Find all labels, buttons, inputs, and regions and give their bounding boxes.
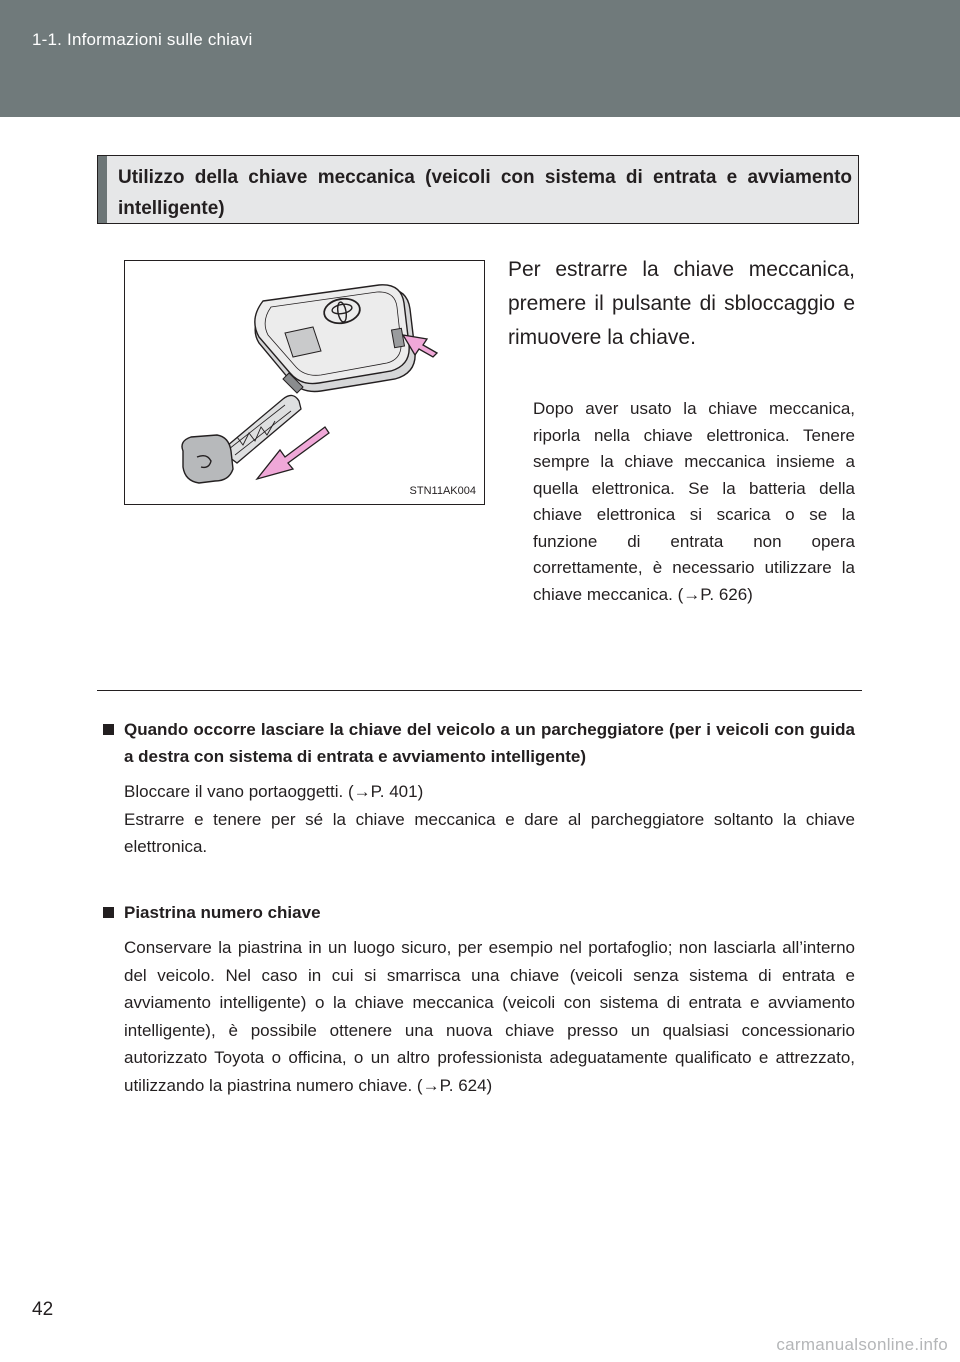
page-number: 42 <box>32 1299 54 1320</box>
info-line: Bloccare il vano portaoggetti. (→P. 401) <box>124 782 424 801</box>
info-heading-text: Piastrina numero chiave <box>124 903 321 922</box>
bullet-square-icon <box>103 907 114 918</box>
instruction-step: Per estrarre la chiave meccanica, premere il pulsante di sbloccaggio e rimuovere la chiave. <box>508 258 855 349</box>
info-line: Estrarre e tenere per sé la chiave meccanica e dare al parcheggiatore soltanto la chiave elettronica. <box>124 809 855 856</box>
section-heading-accent <box>98 156 107 223</box>
bullet-square-icon <box>103 724 114 735</box>
section-heading-box <box>97 155 859 224</box>
smart-key-drawing <box>125 261 484 504</box>
info-block-piastrina <box>103 899 855 1099</box>
info-heading <box>103 899 855 926</box>
info-block-parcheggiatore <box>103 716 855 861</box>
chapter-header-band <box>0 0 960 117</box>
section-title: Utilizzo della chiave meccanica (veicoli con sistema di entrata e avviamento intelligente) <box>118 167 852 219</box>
info-heading <box>103 716 855 770</box>
info-heading-text: Quando occorre lasciare la chiave del veicolo a un parcheggiatore (per i veicoli con guida a destra con sistema di entrata e avviamento intelligente) <box>124 720 855 766</box>
instruction-note: Dopo aver usato la chiave meccanica, riporla nella chiave elettronica. Tenere sempre la chiave meccanica insieme a quella elettronica. Se la batteria della chiave elettronica si scarica o se la funzione di entrata non opera correttamente, è necessario utilizzare la chiave meccanica. (→P. 626) <box>533 399 855 604</box>
site-watermark: carmanualsonline.info <box>776 1335 948 1354</box>
figure-code: STN11AK004 <box>409 485 476 497</box>
section-divider <box>97 690 862 691</box>
info-body <box>103 934 855 1099</box>
chapter-breadcrumb: 1-1. Informazioni sulle chiavi <box>32 30 253 49</box>
info-body <box>103 778 855 861</box>
info-line: Conservare la piastrina in un luogo sicuro, per esempio nel portafoglio; non lasciarla all’interno del veicolo. Nel caso in cui si smarrisca una chiave (veicoli senza sistema di entrata e avviamento intelligente) o la chiave meccanica (veicoli con sistema di entrata e avviamento intelligente), è possibile ottenere una nuova chiave presso un qualsiasi concessionario autorizzato Toyota o officina, o un altro professionista adeguatamente qualificato e attrezzato, utilizzando la piastrina numero chiave. (→P. 624) <box>124 938 855 1095</box>
key-illustration <box>124 260 485 505</box>
